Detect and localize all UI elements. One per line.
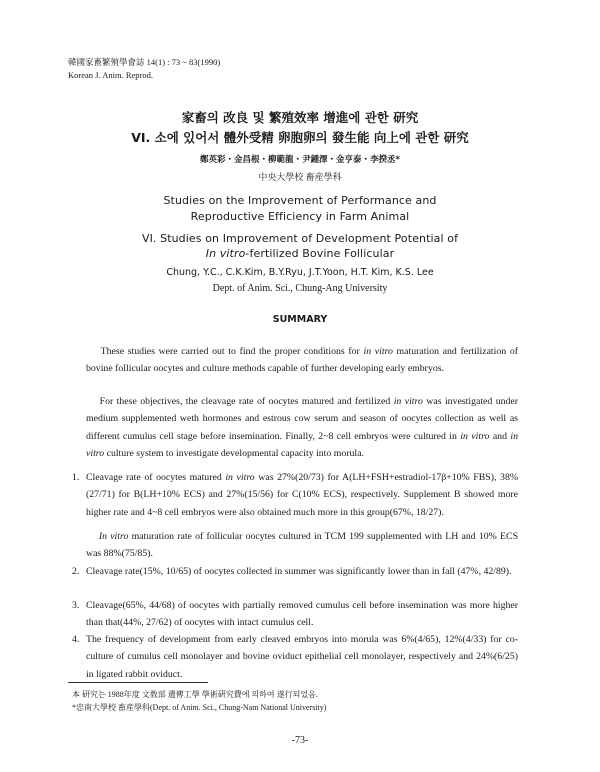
korean-title-line2: VI. 소에 있어서 體外受精 卵胞卵의 發生能 向上에 관한 研究 [131, 130, 469, 145]
english-affiliation: Dept. of Anim. Sci., Chung-Ang University [212, 283, 388, 294]
journal-english-name: Korean J. Anim. Reprod. [68, 70, 153, 80]
footnote-funding: 本 研究는 1988年度 文敎部 遺傳工學 學術硏究費에 의하여 遂行되었음. [72, 690, 318, 699]
result-item-2 [72, 563, 518, 580]
title-line4-rest: -fertilized Bovine Follicular [245, 247, 395, 260]
item-text: Cleavage(65%, 44/68) of oocytes with partially removed cumulus cell before insemination was more higher than that(44%, 27/62) of oocytes with intact cumulus cell. [86, 600, 518, 629]
journal-citation [68, 56, 220, 82]
english-title-line1: Studies on the Improvement of Performance and [163, 194, 437, 207]
item-text: Cleavage rate of oocytes matured in vitro was 27%(20/73) for A(LH+FSH+estradiol-17β+10% FBS), 38%(27/71) for B(LH+10% ECS) and 27%(15/56) for C(10% ECS), respectively. Supplement B showed more higher rate and 4~8 cell embryos were also obtained much more in this group(67%, 18/27). [86, 472, 519, 518]
korean-authors: 鄭英彩・金昌根・柳範龍・尹鍾澤・金亨泰・李揆丞* [200, 155, 400, 165]
footnote-rule [68, 682, 208, 683]
summary-paragraph-1: These studies were carried out to find the proper conditions for in vitro maturation and fertilization of bovine follicular oocytes and culture methods capable of further developing early embryos. [86, 346, 518, 375]
english-title-line4 [0, 247, 600, 260]
summary-heading: SUMMARY [272, 314, 328, 325]
item-number: 4. [72, 634, 80, 645]
english-authors: Chung, Y.C., C.K.Kim, B.Y.Ryu, J.T.Yoon, H.T. Kim, K.S. Lee [166, 267, 434, 278]
title-in-vitro: In vitro [205, 247, 246, 260]
summary-paragraph-2: For these objectives, the cleavage rate of oocytes matured and fertilized in vitro was investigated under medium supplemented weth hormones and estrous cow serum and season of oocytes collection as well as different cumulus cell stage before insemination. Finally, 2~8 cell embryos were cultured in in vitro and in vitro culture system to investigate developmental capacity into morula. [86, 396, 519, 459]
item-number: 1. [72, 472, 80, 483]
result-item-1 [72, 469, 518, 521]
korean-affiliation: 中央大學校 畜産學科 [258, 172, 342, 182]
result-item-1-continued: In vitro maturation rate of follicular oocytes cultured in TCM 199 supplemented with LH and 10% ECS was 88%(75/85). [86, 531, 519, 560]
footnote-affiliation: *忠南大學校 畜産學科(Dept. of Anim. Sci., Chung-Nam National University) [72, 703, 327, 712]
item-text: Cleavage rate(15%, 10/65) of oocytes collected in summer was significantly lower than in fall (47%, 42/89). [86, 566, 512, 577]
korean-title-line1: 家畜의 改良 및 繁殖效率 增進에 관한 研究 [181, 110, 419, 125]
item-number: 3. [72, 600, 80, 611]
result-item-4 [72, 631, 518, 683]
page-number: -73- [291, 735, 309, 746]
item-number: 2. [72, 566, 80, 577]
result-item-3 [72, 597, 518, 632]
journal-korean-citation: 韓國家畜繁殖學會誌 14(1) : 73 ~ 83(1990) [68, 57, 221, 67]
item-text: The frequency of development from early cleaved embryos into morula was 6%(4/65), 12%(4/33) for co-culture of cumulus cell monolayer and bovine oviduct epithelial cell monolayer, respectively and 24%(6/25) in ligated rabbit oviduct. [86, 634, 518, 680]
english-title-line2: Reproductive Efficiency in Farm Animal [190, 210, 410, 223]
english-title-line3: VI. Studies on Improvement of Development Potential of [141, 232, 459, 245]
